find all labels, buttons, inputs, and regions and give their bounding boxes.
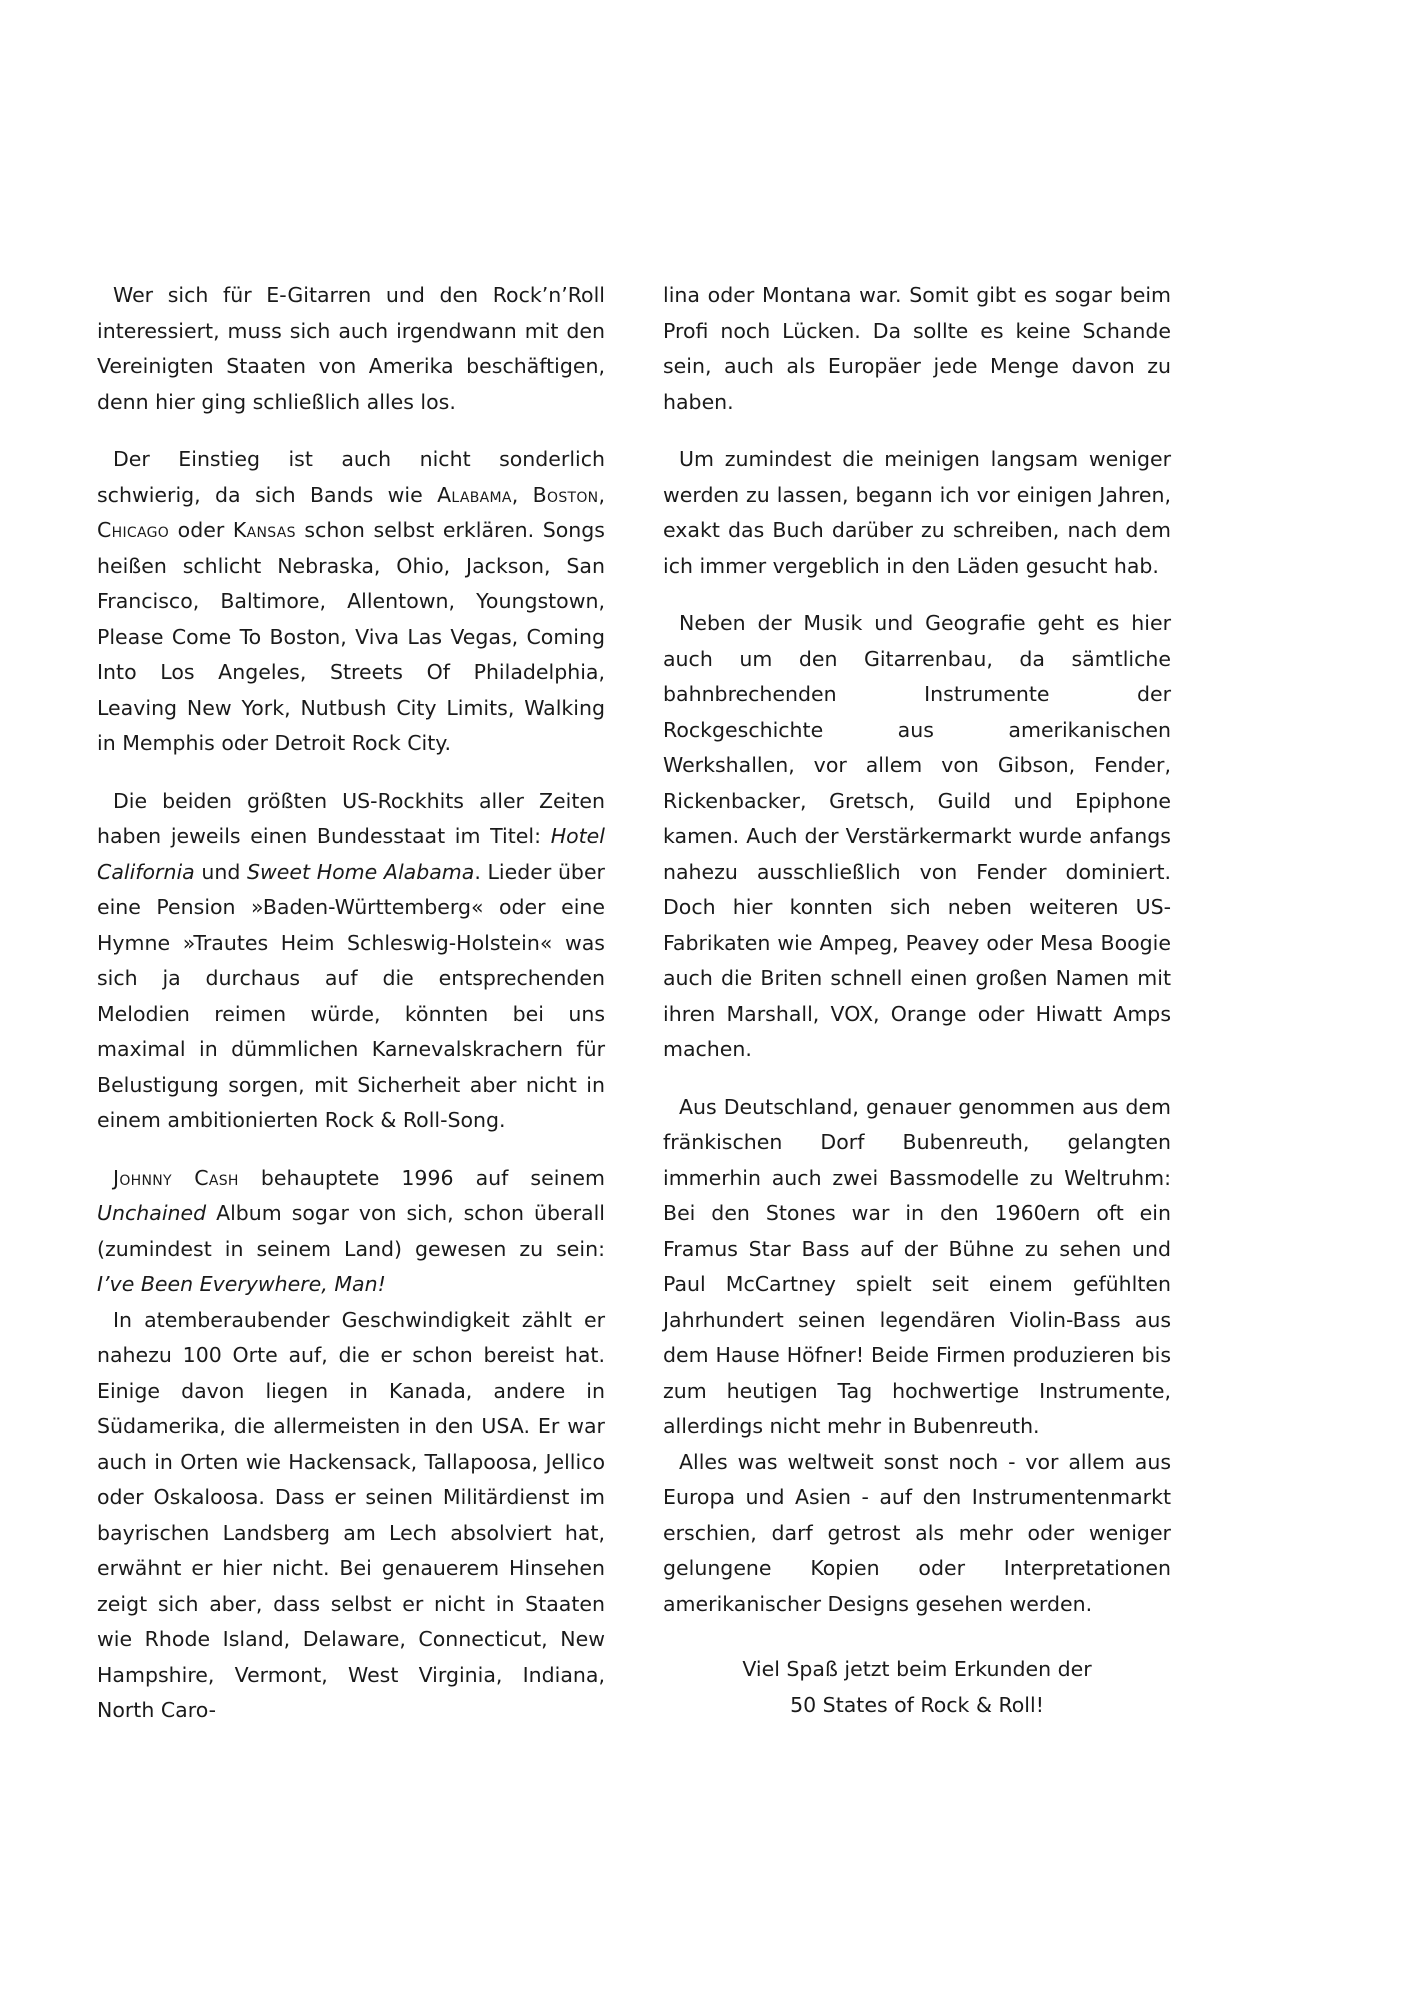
text-run-smallcaps: Johnny Cash	[113, 1165, 239, 1190]
paragraph	[97, 1303, 605, 1729]
text-run: Der Einstieg ist auch nicht sonderlich schwierig, da sich Bands wie	[97, 447, 605, 507]
text-run-italic: Hotel California	[97, 824, 605, 884]
text-run: Album sogar von sich, schon überall (zumindest in seinem Land) gewesen zu sein:	[97, 1201, 605, 1261]
text-run-smallcaps: Boston	[532, 482, 599, 507]
right-column	[663, 278, 1171, 1751]
paragraph	[663, 1445, 1171, 1623]
text-run: Wer sich für E-Gitarren und den Rock’n’Roll interessiert, muss sich auch irgendwann mit den Vereinigten Staaten von Amerika beschäftigen, denn hier ging schließlich alles los.	[97, 283, 605, 414]
text-run: ,	[598, 482, 605, 507]
text-run: In atemberaubender Geschwindigkeit zählt er nahezu 100 Orte auf, die er schon bereist hat. Einige davon liegen in Kanada, andere in Südamerika, die allermeisten in den USA. Er war auch in Orten wie Hackensack, Tallapoosa, Jellico oder Oskaloosa. Dass er seinen Militärdienst im bayrischen Landsberg am Lech absolviert hat, erwähnt er hier nicht. Bei genauerem Hinsehen zeigt sich aber, dass selbst er nicht in Staaten wie Rhode Island, Delaware, Connecticut, New Hampshire, Vermont, West Virginia, Indiana, North Caro-	[97, 1307, 605, 1722]
text-run: Die beiden größten US-Rockhits aller Zeiten haben jeweils einen Bundesstaat im Titel:	[97, 788, 605, 848]
text-run: ,	[511, 482, 533, 507]
text-run-italic: I’ve Been Everywhere, Man!	[97, 1272, 386, 1296]
text-run: lina oder Montana war. Somit gibt es sogar beim Profi noch Lücken. Da sollte es keine Schande sein, auch als Europäer jede Menge davon zu haben.	[663, 283, 1171, 414]
text-run: Neben der Musik und Geografie geht es hier auch um den Gitarrenbau, da sämtliche bahnbrechenden Instrumente der Rockgeschichte aus amerikanischen Werkshallen, vor allem von Gibson, Fender, Rickenbacker, Gretsch, Guild und Epiphone kamen. Auch der Verstärkermarkt wurde anfangs nahezu ausschließlich von Fender dominiert. Doch hier konnten sich neben weiteren US-Fabrikaten wie Ampeg, Peavey oder Mesa Boogie auch die Briten schnell einen großen Namen mit ihren Marshall, VOX, Orange oder Hiwatt Amps machen.	[663, 611, 1171, 1061]
left-column	[97, 278, 605, 1751]
text-run: und	[194, 859, 248, 884]
paragraph	[97, 1161, 605, 1303]
text-run-smallcaps: Chicago	[97, 518, 170, 542]
text-run: schon selbst erklären. Songs heißen schlicht Nebraska, Ohio, Jackson, San Francisco, Baltimore, Allentown, Youngstown, Please Come To Boston, Viva Las Vegas, Coming Into Los Angeles, Streets Of Philadelphia, Leaving New York, Nutbush City Limits, Walking in Memphis oder Detroit Rock City.	[97, 518, 605, 755]
paragraph	[97, 442, 605, 762]
paragraph	[663, 606, 1171, 1068]
closing-note	[663, 1652, 1171, 1723]
text-run-smallcaps: Kansas	[232, 518, 296, 542]
text-run: oder	[169, 518, 233, 542]
text-run: Um zumindest die meinigen langsam weniger werden zu lassen, begann ich vor einigen Jahren, exakt das Buch darüber zu schreiben, nach dem ich immer vergeblich in den Läden gesucht hab.	[663, 447, 1171, 578]
paragraph	[97, 278, 605, 420]
paragraph	[97, 784, 605, 1139]
text-run: . Lieder über eine Pension »Baden-Württemberg« oder eine Hymne »Trautes Heim Schleswig-Holstein« was sich ja durchaus auf die entsprechenden Melodien reimen würde, könnten bei uns maximal in dümmlichen Karnevalskrachern für Belustigung sorgen, mit Sicherheit aber nicht in einem ambitionierten Rock & Roll-Song.	[97, 859, 605, 1132]
paragraph	[663, 442, 1171, 584]
text-run: behauptete 1996 auf seinem	[238, 1165, 605, 1190]
paragraph	[663, 1090, 1171, 1445]
closing-line-1: Viel Spaß jetzt beim Erkunden der	[742, 1657, 1092, 1681]
text-run: Alles was weltweit sonst noch - vor allem aus Europa und Asien - auf den Instrumentenmarkt erschien, darf getrost als mehr oder weniger gelungene Kopien oder Interpretationen amerikanischer Designs gesehen werden.	[663, 1449, 1171, 1616]
text-run-italic: Unchained	[97, 1201, 207, 1225]
two-column-text-body	[97, 278, 1312, 1751]
closing-line-2: 50 States of Rock & Roll!	[790, 1692, 1044, 1717]
paragraph	[663, 278, 1171, 420]
text-run-italic: Sweet Home Alabama	[247, 859, 475, 884]
text-run: Aus Deutschland, genauer genommen aus dem fränkischen Dorf Bubenreuth, gelangten immerhin auch zwei Bassmodelle zu Weltruhm: Bei den Stones war in den 1960ern oft ein Framus Star Bass auf der Bühne zu sehen und Paul McCartney spielt seit einem gefühlten Jahrhundert seinen legendären Violin-Bass aus dem Hause Höfner! Beide Firmen produzieren bis zum heutigen Tag hochwertige Instrumente, allerdings nicht mehr in Bubenreuth.	[663, 1094, 1171, 1438]
text-run-smallcaps: Alabama	[437, 482, 512, 507]
